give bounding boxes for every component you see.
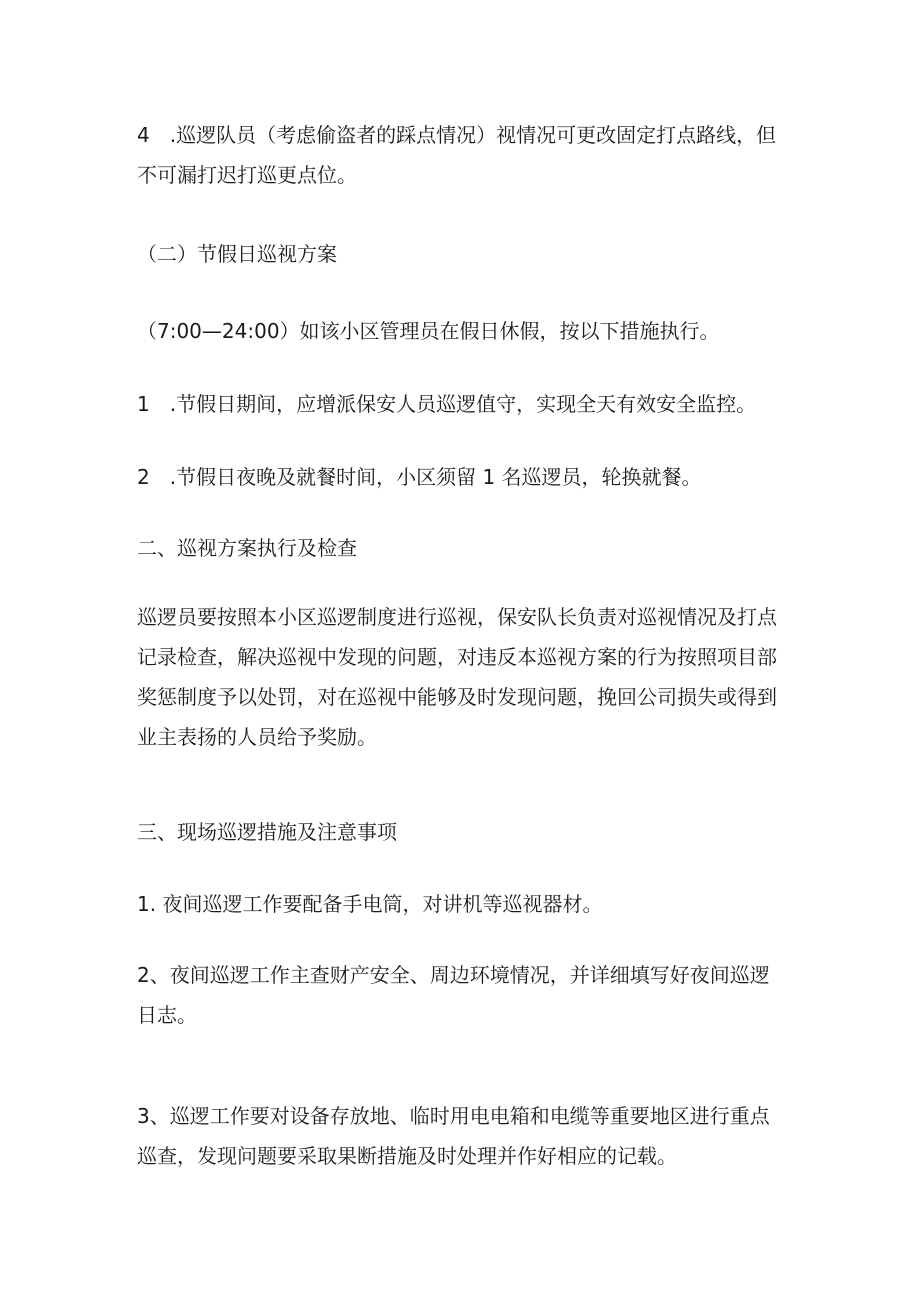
heading-holiday-plan: （二）节假日巡视方案 — [137, 242, 337, 266]
paragraph-measure-3: 3、巡逻工作要对设备存放地、临时用电电箱和电缆等重要地区进行重点巡查，发现问题要采取果断措施及时处理并作好相应的记载。 — [137, 1104, 770, 1168]
paragraph-measure-2: 2、夜间巡逻工作主查财产安全、周边环境情况，并详细填写好夜间巡逻日志。 — [137, 963, 770, 1027]
paragraph-holiday-item-2: 2 .节假日夜晚及就餐时间，小区须留 1 名巡逻员，轮换就餐。 — [137, 465, 702, 489]
paragraph-patrol-route: 4 .巡逻队员（考虑偷盗者的踩点情况）视情况可更改固定打点路线，但不可漏打迟打巡更点位。 — [137, 123, 777, 187]
paragraph-holiday-hours: （7:00—24:00）如该小区管理员在假日休假，按以下措施执行。 — [137, 319, 720, 343]
paragraph-inspection: 巡逻员要按照本小区巡逻制度进行巡视，保安队长负责对巡视情况及打点记录检查，解决巡视中发现的问题，对违反本巡视方案的行为按照项目部奖惩制度予以处罚，对在巡视中能够及时发现问题，挽回公司损失或得到业主表扬的人员给予奖励。 — [137, 605, 777, 749]
heading-section-two: 二、巡视方案执行及检查 — [137, 536, 357, 560]
paragraph-measure-1: 1. 夜间巡逻工作要配备手电筒，对讲机等巡视器材。 — [137, 892, 603, 916]
heading-section-three: 三、现场巡逻措施及注意事项 — [137, 820, 397, 844]
paragraph-holiday-item-1: 1 .节假日期间，应增派保安人员巡逻值守，实现全天有效安全监控。 — [137, 392, 757, 416]
